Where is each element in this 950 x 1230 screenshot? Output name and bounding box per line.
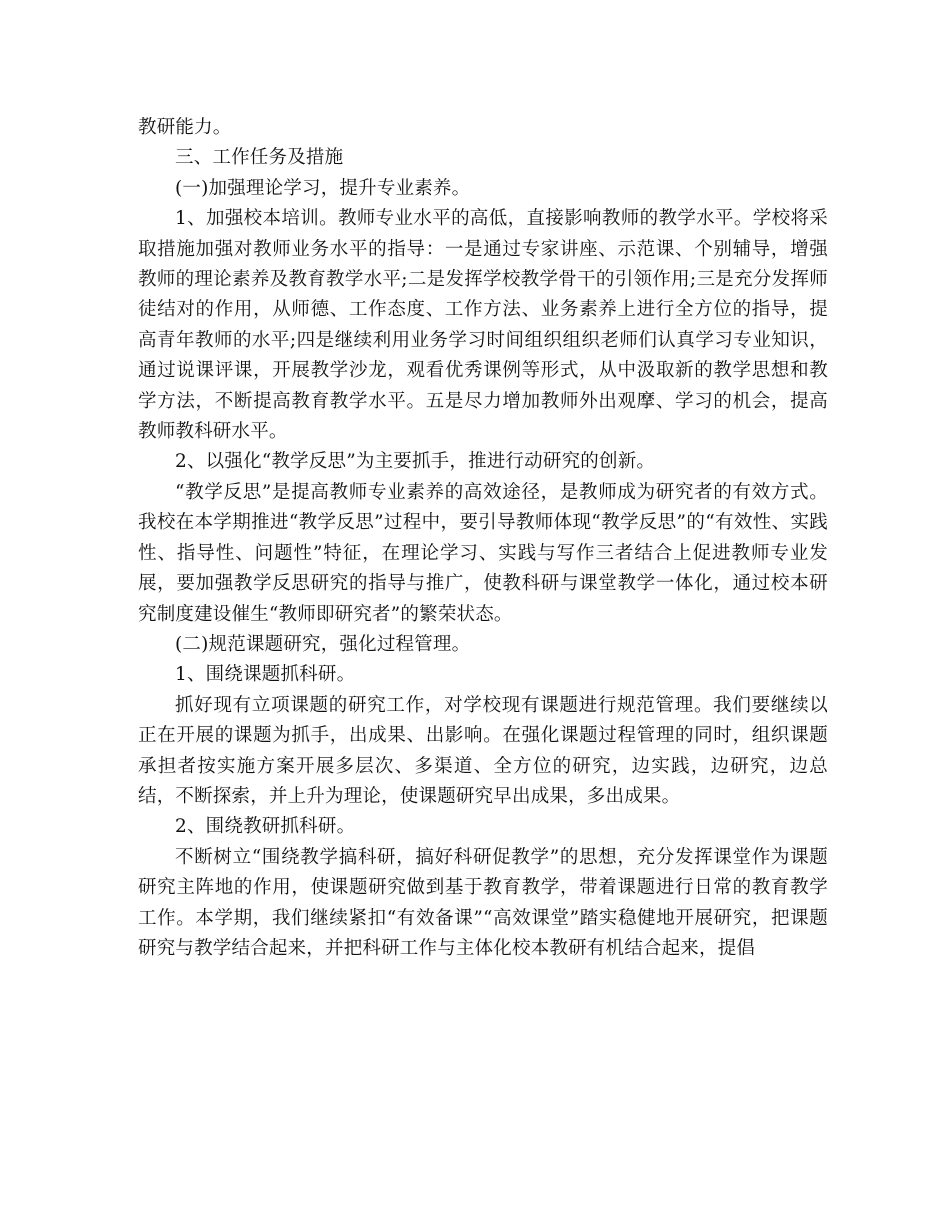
document-body: [138, 113, 828, 964]
paragraph-continuation: 教研能力。: [138, 117, 232, 138]
subsection-heading-theory-study: (一)加强理论学习，提升专业素养。: [175, 177, 471, 199]
paragraph-teaching-research: 不断树立“围绕教学搞科研，搞好科研促教学”的思想，充分发挥课堂作为课题研究主阵地的作用，使课题研究做到基于教育教学，带着课题进行日常的教育教学工作。本学期，我们继续紧扣“有效备课”“高效课堂”踏实稳健地开展研究，把课题研究与教学结合起来，并把科研工作与主体化校本教研有机结合起来，提倡: [138, 846, 828, 959]
paragraph-teaching-reflection-heading: 2、以强化“教学反思”为主要抓手，推进行动研究的创新。: [175, 451, 656, 473]
subsection-heading-topic-research: (二)规范课题研究，强化过程管理。: [175, 633, 471, 655]
paragraph-topic-research-heading: 1、围绕课题抓科研。: [175, 664, 356, 686]
paragraph-teaching-reflection: “教学反思”是提高教师专业素养的高效途径，是教师成为研究者的有效方式。我校在本学期推进“教学反思”过程中，要引导教师体现“教学反思”的“有效性、实践性、指导性、问题性”特征，在理论学习、实践与写作三者结合上促进教师专业发展，要加强教学反思研究的指导与推广，使教科研与课堂教学一体化，通过校本研究制度建设催生“教师即研究者”的繁荣状态。: [138, 481, 828, 625]
paragraph-topic-research: 抓好现有立项课题的研究工作，对学校现有课题进行规范管理。我们要继续以正在开展的课题为抓手，出成果、出影响。在强化课题过程管理的同时，组织课题承担者按实施方案开展多层次、多渠道、全方位的研究，边实践，边研究，边总结，不断探索，并上升为理论，使课题研究早出成果，多出成果。: [138, 694, 828, 807]
paragraph-teaching-research-heading: 2、围绕教研抓科研。: [175, 816, 356, 838]
paragraph-school-training: 1、加强校本培训。教师专业水平的高低，直接影响教师的教学水平。学校将采取措施加强对教师业务水平的指导：一是通过专家讲座、示范课、个别辅导，增强教师的理论素养及教育教学水平;二是发挥学校教学骨干的引领作用;三是充分发挥师徒结对的作用，从师德、工作态度、工作方法、业务素养上进行全方位的指导，提高青年教师的水平;四是继续利用业务学习时间组织组织老师们认真学习专业知识，通过说课评课，开展教学沙龙，观看优秀课例等形式，从中汲取新的教学思想和教学方法，不断提高教育教学水平。五是尽力增加教师外出观摩、学习的机会，提高教师教科研水平。: [138, 208, 828, 443]
section-heading-tasks-measures: 三、工作任务及措施: [175, 147, 344, 169]
